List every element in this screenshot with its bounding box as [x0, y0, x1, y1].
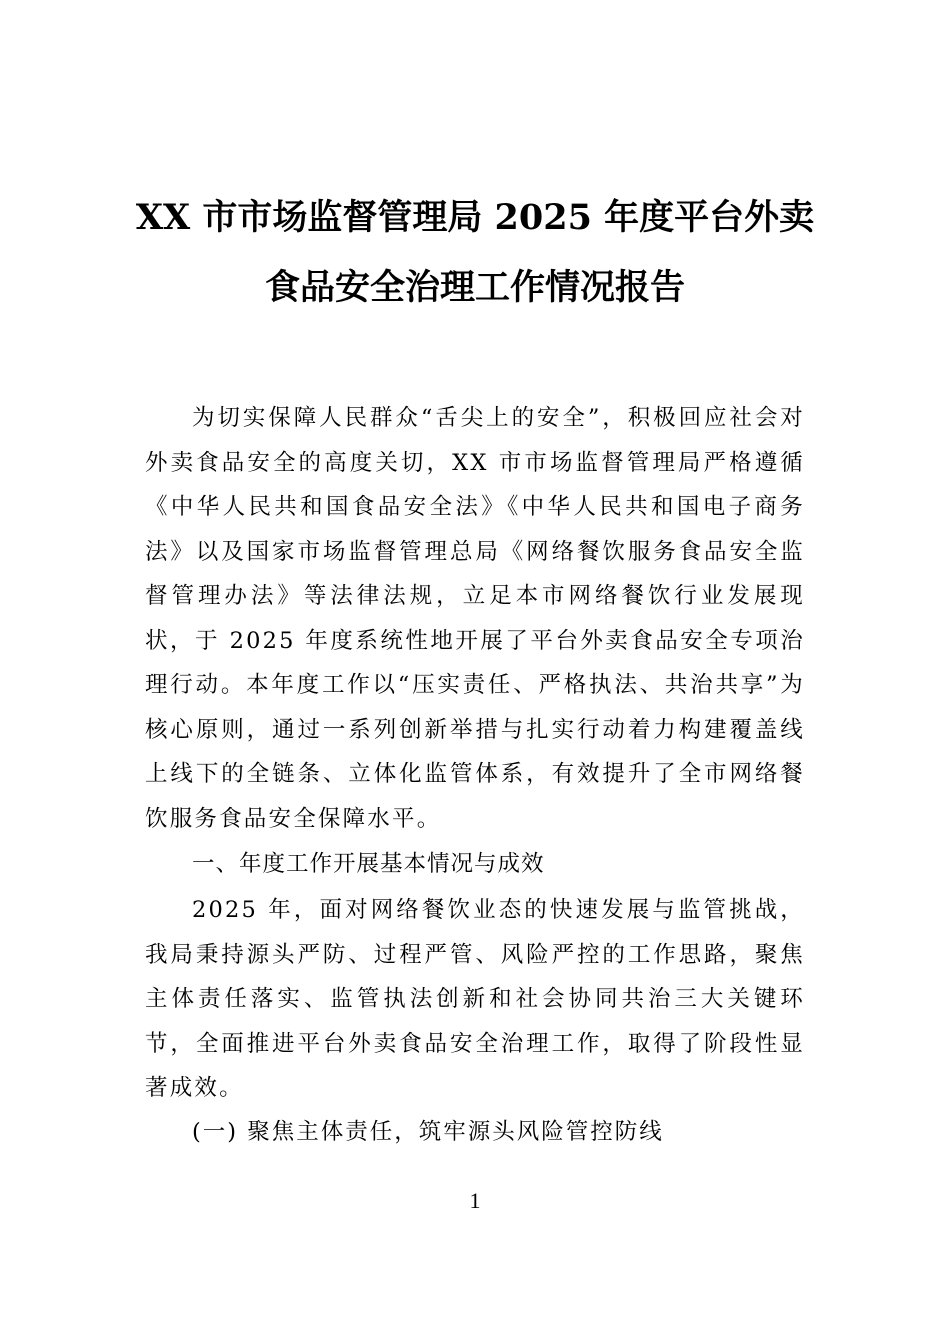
subsection-heading-1: (一) 聚焦主体责任，筑牢源头风险管控防线 [192, 1119, 664, 1145]
intro-paragraph: 为切实保障人民群众“舌尖上的安全”，积极回应社会对外卖食品安全的高度关切，XX 市市场监督管理局严格遵循《中华人民共和国食品安全法》《中华人民共和国电子商务法》以及国家市场监督管理总局《网络餐饮服务食品安全监督管理办法》等法律法规，立足本市网络餐饮行业发展现状，于 2025 年度系统性地开展了平台外卖食品安全专项治理行动。本年度工作以“压实责任、严格执法、共治共享”为核心原则，通过一系列创新举措与扎实行动着力构建覆盖线上线下的全链条、立体化监管体系，有效提升了全市网络餐饮服务食品安全保障水平。 [145, 405, 805, 832]
page-number: 1 [469, 1188, 481, 1213]
document-title-line-1: XX 市市场监督管理局 2025 年度平台外卖 [135, 197, 815, 238]
section-heading-1: 一、年度工作开展基本情况与成效 [192, 851, 545, 877]
document-title-line-2: 食品安全治理工作情况报告 [264, 267, 685, 308]
section-paragraph-1: 2025 年，面对网络餐饮业态的快速发展与监管挑战，我局秉持源头严防、过程严管、风险严控的工作思路，聚焦主体责任落实、监管执法创新和社会协同共治三大关键环节，全面推进平台外卖食品安全治理工作，取得了阶段性显著成效。 [145, 897, 805, 1101]
